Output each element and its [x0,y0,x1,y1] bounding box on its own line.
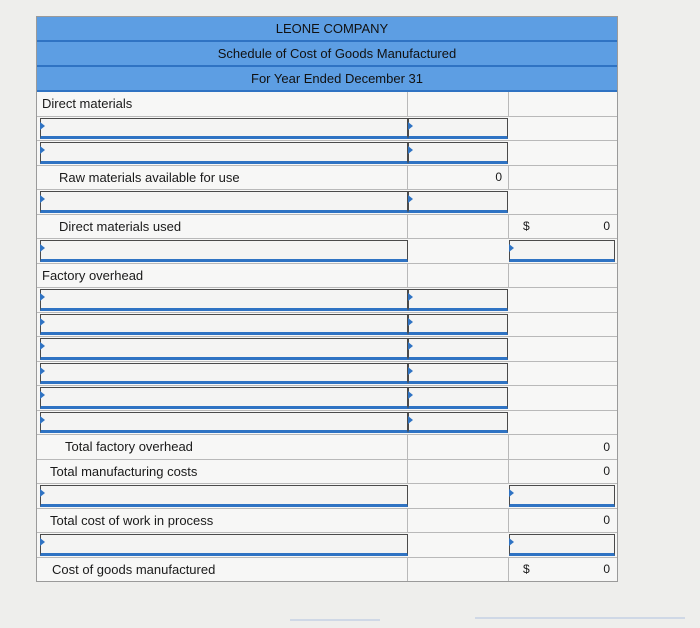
row-dm-input-2 [37,141,617,166]
total-manufacturing-costs-value: 0 [603,464,610,479]
row-fo-input-2 [37,313,617,338]
row-dm-input-1 [37,117,617,142]
ending-wip-label-input[interactable] [40,534,408,556]
factory-overhead-label: Factory overhead [37,264,408,288]
fo-amount-input-4[interactable] [408,363,508,385]
row-factory-overhead-label [37,264,617,289]
row-fo-input-3 [37,337,617,362]
row-total-manufacturing-costs [37,460,617,485]
total-wip-label: Total cost of work in process [37,509,408,533]
fo-label-input-2[interactable] [40,314,408,336]
fo-label-input-6[interactable] [40,412,408,434]
direct-used-value: $ 0 [523,218,610,234]
cogm-value: $ 0 [523,561,610,577]
row-fo-input-6 [37,411,617,436]
dl-label-input[interactable] [40,240,408,262]
fo-amount-input-5[interactable] [408,387,508,409]
underline-decoration [475,617,685,619]
wip-amount-input[interactable] [509,485,615,507]
row-ending-wip-input [37,533,617,558]
row-cogm [37,558,617,582]
fo-label-input-3[interactable] [40,338,408,360]
total-factory-overhead-value: 0 [603,439,610,454]
raw-available-value: 0 [408,166,509,190]
cogm-label: Cost of goods manufactured [37,558,408,582]
direct-used-currency: $ [523,218,530,233]
row-total-factory-overhead [37,435,617,460]
fo-label-input-4[interactable] [40,363,408,385]
row-total-wip [37,509,617,534]
fo-amount-input-1[interactable] [408,289,508,311]
underline-decoration-2 [290,619,380,621]
cogm-currency: $ [523,561,530,576]
dm-label-input-1[interactable] [40,118,408,140]
dm-label-input-2[interactable] [40,142,408,164]
row-fo-input-4 [37,362,617,387]
row-fo-input-1 [37,288,617,313]
row-direct-materials-label [37,92,617,117]
direct-used-label: Direct materials used [37,215,408,239]
row-wip-input [37,484,617,509]
dm-amount-input-3[interactable] [408,191,508,213]
row-dl-input [37,239,617,264]
dm-amount-input-1[interactable] [408,118,508,140]
total-factory-overhead-label: Total factory overhead [37,435,408,459]
cogm-schedule [36,16,618,582]
wip-label-input[interactable] [40,485,408,507]
row-dm-input-3 [37,190,617,215]
row-fo-input-5 [37,386,617,411]
direct-materials-label: Direct materials [37,92,408,116]
fo-amount-input-2[interactable] [408,314,508,336]
total-manufacturing-costs-label: Total manufacturing costs [37,460,408,484]
total-wip-value: 0 [603,513,610,528]
dm-label-input-3[interactable] [40,191,408,213]
schedule-period: For Year Ended December 31 [37,67,617,92]
fo-amount-input-3[interactable] [408,338,508,360]
dl-amount-input[interactable] [509,240,615,262]
row-raw-available [37,166,617,191]
schedule-title: Schedule of Cost of Goods Manufactured [37,42,617,67]
fo-label-input-5[interactable] [40,387,408,409]
ending-wip-amount-input[interactable] [509,534,615,556]
dm-amount-input-2[interactable] [408,142,508,164]
raw-available-label: Raw materials available for use [37,166,408,190]
fo-amount-input-6[interactable] [408,412,508,434]
company-name: LEONE COMPANY [37,17,617,42]
fo-label-input-1[interactable] [40,289,408,311]
row-direct-used [37,215,617,240]
